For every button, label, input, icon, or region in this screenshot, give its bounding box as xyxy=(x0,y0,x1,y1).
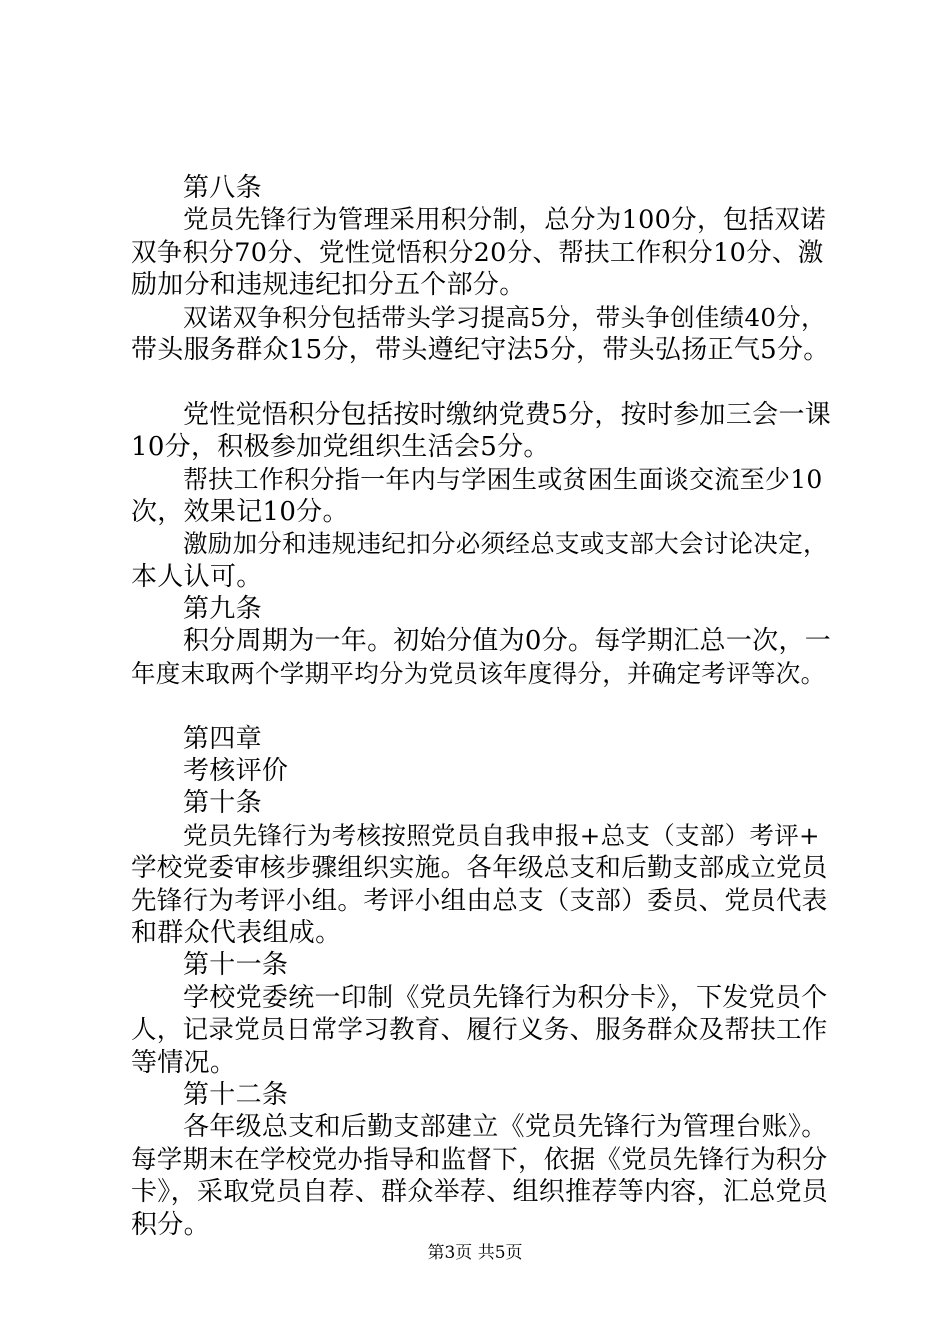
page-footer: 第3页 共5页 xyxy=(427,1243,523,1263)
paragraph-line: 党员先锋行为管理采用积分制，总分为100分，包括双诺 xyxy=(183,205,826,236)
paragraph-line: 等情况。 xyxy=(131,1047,237,1078)
paragraph-line: 双诺双争积分包括带头学习提高5分，带头争创佳绩40分， xyxy=(183,302,826,332)
paragraph-line: 激励加分和违规违纪扣分必须经总支或支部大会讨论决定， xyxy=(183,529,828,559)
blank-line xyxy=(131,366,831,398)
paragraph-line: 双争积分70分、党性觉悟积分20分、帮扶工作积分10分、激 xyxy=(131,237,824,268)
blank-line xyxy=(131,690,831,722)
paragraph-line: 带头服务群众15分，带头遵纪守法5分，带头弘扬正气5分。 xyxy=(131,334,830,365)
paragraph-line: 帮扶工作积分指一年内与学困生或贫困生面谈交流至少10 xyxy=(183,464,823,494)
article-heading-10: 第十条 xyxy=(183,788,262,819)
paragraph-line: 学校党委统一印制《党员先锋行为积分卡》，下发党员个 xyxy=(183,982,828,1013)
paragraph-line: 积分。 xyxy=(131,1209,210,1240)
article-heading-11: 第十一条 xyxy=(183,950,289,981)
paragraph-line: 党性觉悟积分包括按时缴纳党费5分，按时参加三会一课 xyxy=(183,399,832,430)
paragraph-line: 10分，积极参加党组织生活会5分。 xyxy=(131,432,550,463)
paragraph-line: 卡》，采取党员自荐、群众举荐、组织推荐等内容，汇总党员 xyxy=(131,1177,829,1208)
article-heading-9: 第九条 xyxy=(183,594,262,625)
paragraph-line: 励加分和违规违纪扣分五个部分。 xyxy=(131,270,526,301)
paragraph-line: 次，效果记10分。 xyxy=(131,496,349,527)
article-heading-12: 第十二条 xyxy=(183,1079,289,1110)
paragraph-line: 年度末取两个学期平均分为党员该年度得分，并确定考评等次。 xyxy=(131,658,826,688)
paragraph-line: 本人认可。 xyxy=(131,561,263,592)
paragraph-line: 先锋行为考评小组。考评小组由总支（支部）委员、党员代表 xyxy=(131,885,828,916)
paragraph-line: 党员先锋行为考核按照党员自我申报+总支（支部）考评+ xyxy=(183,820,820,850)
paragraph-line: 人，记录党员日常学习教育、履行义务、服务群众及帮扶工作 xyxy=(131,1015,828,1046)
paragraph-line: 各年级总支和后勤支部建立《党员先锋行为管理台账》。 xyxy=(183,1112,828,1143)
article-heading-8: 第八条 xyxy=(183,173,262,203)
paragraph-line: 积分周期为一年。初始分值为0分。每学期汇总一次，一 xyxy=(183,626,832,657)
paragraph-line: 和群众代表组成。 xyxy=(131,917,342,948)
paragraph-line: 每学期末在学校党办指导和监督下，依据《党员先锋行为积分 xyxy=(131,1144,828,1175)
document-body xyxy=(131,172,831,1241)
chapter-heading: 第四章 xyxy=(183,723,262,754)
chapter-title: 考核评价 xyxy=(183,756,289,787)
paragraph-line: 学校党委审核步骤组织实施。各年级总支和后勤支部成立党员 xyxy=(131,853,828,884)
